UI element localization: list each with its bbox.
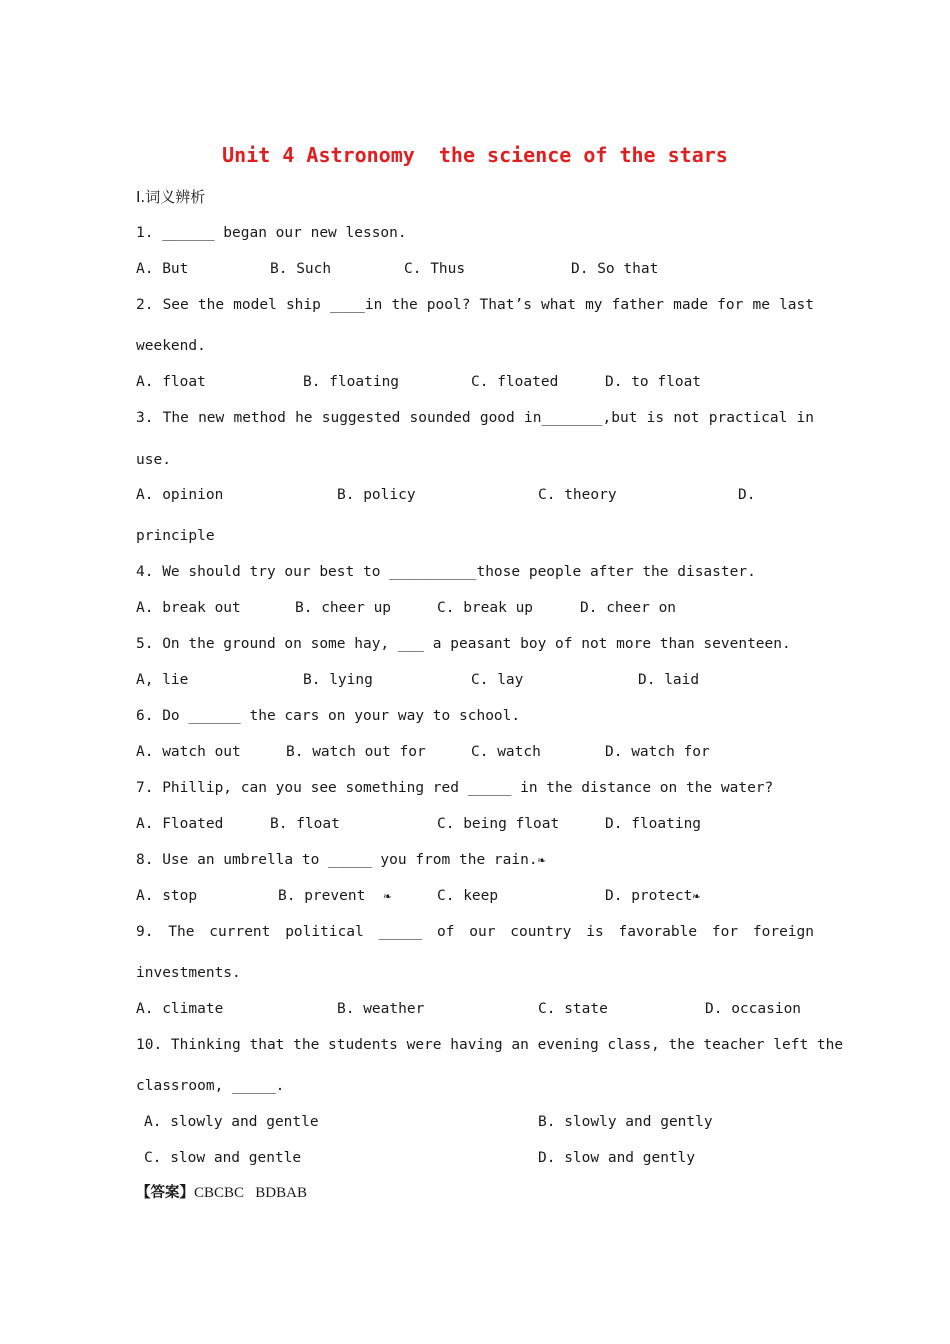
q8-option-a: A. stop [136,888,198,904]
q10-option-a: A. slowly and gentle [144,1114,319,1130]
q9-option-a: A. climate [136,1001,224,1017]
q2-option-d: D. to float [605,374,702,390]
page-title: Unit 4 Astronomy the science of the stars [222,143,728,167]
question-10-stem: 10. Thinking that the students were having an evening class, the teacher left the [136,1037,844,1053]
section-heading: Ⅰ.词义辨析 [136,188,206,206]
q2-option-a: A. float [136,374,206,390]
q5-option-d: D. laid [638,672,700,688]
q7-option-a: A. Floated [136,816,224,832]
question-7-stem: 7. Phillip, can you see something red _____ in the distance on the water? [136,780,774,796]
q3-option-a: A. opinion [136,487,224,503]
q5-option-b: B. lying [303,672,373,688]
question-8-stem-text: 8. Use an umbrella to _____ you from the rain. [136,852,538,868]
q2-option-c: C. floated [471,374,559,390]
q6-option-d: D. watch for [605,744,710,760]
q8-option-b [278,886,391,907]
ornament-icon: ❧ [537,853,546,868]
question-10-stem-cont: classroom, _____. [136,1078,285,1094]
q4-option-d: D. cheer on [580,600,677,616]
question-6-stem: 6. Do ______ the cars on your way to school. [136,708,521,724]
q8-option-c: C. keep [437,888,499,904]
q1-option-b: B. Such [270,261,332,277]
answer-text: CBCBC BDBAB [194,1185,307,1201]
question-3-stem-cont: use. [136,452,171,468]
q9-option-b: B. weather [337,1001,425,1017]
question-9-stem-cont: investments. [136,965,241,981]
q5-option-a: A, lie [136,672,189,688]
question-3-stem: 3. The new method he suggested sounded good in_______,but is not practical in [136,410,814,426]
q5-option-c: C. lay [471,672,524,688]
question-4-stem: 4. We should try our best to __________those people after the disaster. [136,564,756,580]
question-8-stem [136,850,545,871]
answer-key [136,1183,307,1203]
q3-option-c: C. theory [538,487,617,503]
q7-option-d: D. floating [605,816,702,832]
q1-option-a: A. But [136,261,189,277]
q1-option-d: D. So that [571,261,659,277]
q6-option-b: B. watch out for [286,744,426,760]
q4-option-b: B. cheer up [295,600,392,616]
q8-option-d-text: D. protect [605,888,693,904]
question-9-stem: 9. The current political _____ of our country is favorable for foreign [136,924,814,940]
question-1-stem: 1. ______ began our new lesson. [136,225,407,241]
ornament-icon: ❧ [383,889,392,904]
q8-option-b-text: B. prevent [278,888,366,904]
q10-option-d: D. slow and gently [538,1150,696,1166]
q3-option-d: D. [738,487,756,503]
answer-label: 【答案】 [136,1185,194,1201]
q4-option-c: C. break up [437,600,534,616]
question-2-stem: 2. See the model ship ____in the pool? That’s what my father made for me last [136,297,814,313]
q7-option-c: C. being float [437,816,560,832]
q4-option-a: A. break out [136,600,241,616]
q8-option-d [605,886,700,907]
q10-option-b: B. slowly and gently [538,1114,713,1130]
q10-option-c: C. slow and gentle [144,1150,302,1166]
q3-option-b: B. policy [337,487,416,503]
q3-option-d-cont: principle [136,528,215,544]
q9-option-d: D. occasion [705,1001,802,1017]
ornament-icon: ❧ [692,889,701,904]
question-2-stem-cont: weekend. [136,338,206,354]
q7-option-b: B. float [270,816,340,832]
q6-option-a: A. watch out [136,744,241,760]
q2-option-b: B. floating [303,374,400,390]
q6-option-c: C. watch [471,744,541,760]
question-5-stem: 5. On the ground on some hay, ___ a peasant boy of not more than seventeen. [136,636,791,652]
q9-option-c: C. state [538,1001,608,1017]
q1-option-c: C. Thus [404,261,466,277]
